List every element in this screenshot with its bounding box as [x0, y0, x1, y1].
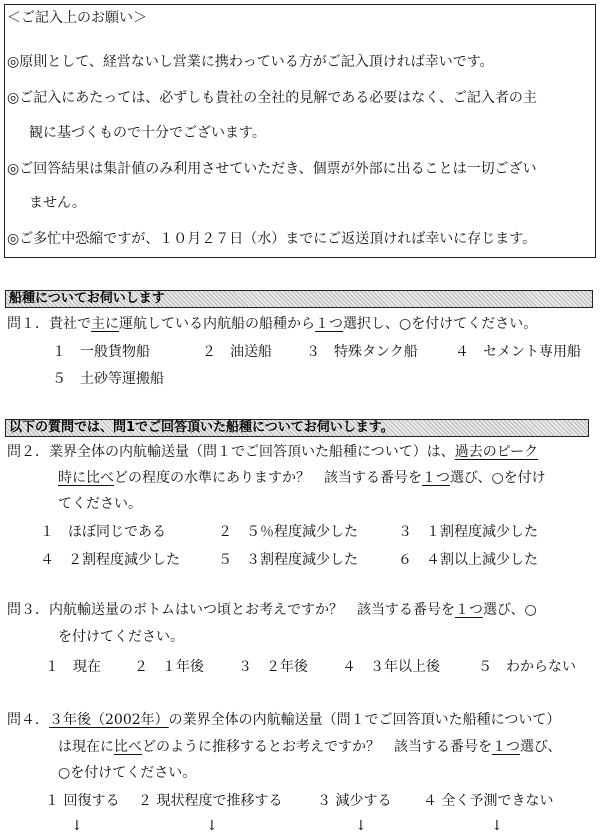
q1-option-4[interactable]: ４ セメント専用船 — [455, 344, 581, 360]
notice-item-3-line2: ません。 — [29, 195, 86, 211]
question-4-line3: ○を付けてください。 — [58, 765, 197, 781]
q4-text: どのように推移するとお考えですか？ 該当する番号を — [142, 739, 492, 755]
question-4-line1 — [7, 711, 560, 729]
q3-option-5[interactable]: ５ わからない — [478, 659, 576, 675]
question-4-line2 — [58, 738, 561, 756]
q4-underline-compared: 比べ — [114, 739, 142, 755]
q2-underline-compared: 時に比べ — [58, 470, 114, 486]
notice-item-2-line2: 観に基づくもので十分でございます。 — [29, 125, 266, 141]
down-arrow-icon: ↓ — [206, 818, 218, 834]
q4-option-3[interactable]: ３ 減少する — [317, 793, 392, 809]
q2-option-6[interactable]: ６ ４割以上減少した — [398, 552, 538, 568]
q1-option-5[interactable]: ５ 土砂等運搬船 — [52, 371, 164, 387]
down-arrow-icon: ↓ — [355, 818, 367, 834]
down-arrow-icon: ↓ — [71, 818, 83, 834]
section-header-q1-ship-type-text: 以下の質問では、問1でご回答頂いた船種についてお伺いします。 — [9, 420, 394, 435]
q2-option-5[interactable]: ５ ３割程度減少した — [218, 552, 358, 568]
question-2-line3: てください。 — [58, 496, 142, 512]
q2-underline-one: １つ — [422, 470, 450, 486]
section-header-q1-ship-type — [5, 419, 589, 437]
q1-text: 運航している内航船の船種から — [119, 316, 315, 332]
q1-option-2[interactable]: ２ 油送船 — [202, 344, 272, 360]
q4-option-4[interactable]: ４ 全く予測できない — [423, 793, 554, 809]
q3-option-2[interactable]: ２ １年後 — [134, 659, 204, 675]
q3-underline-one: １つ — [455, 602, 483, 618]
q3-option-1[interactable]: １ 現在 — [45, 659, 101, 675]
question-number: 問１． — [7, 316, 49, 332]
question-2-line1 — [7, 443, 538, 461]
q4-option-1[interactable]: １ 回復する — [45, 793, 120, 809]
notice-item-1: ◎原則として、経営ないし営業に携わっている方がご記入頂ければ幸いです。 — [7, 54, 494, 70]
question-2-line2 — [58, 469, 546, 487]
q4-text: は現在に — [58, 739, 114, 755]
section-header-ship-type — [5, 290, 593, 308]
q4-underline-3-years-later: ３年後（2002年） — [49, 712, 169, 728]
q2-option-1[interactable]: １ ほぼ同じである — [40, 524, 166, 540]
question-number: 問２． — [7, 444, 49, 460]
q2-text: 業界全体の内航輸送量（問１でご回答頂いた船種について）は、 — [49, 444, 455, 460]
q4-text: 選び、 — [520, 739, 562, 755]
q1-option-3[interactable]: ３ 特殊タンク船 — [306, 344, 418, 360]
q1-underline-mainly: 主に — [91, 316, 119, 332]
notice-title: ＜ご記入上のお願い＞ — [7, 10, 147, 26]
notice-item-3-line1: ◎ご回答結果は集計値のみ利用させていただき、個票が外部に出ることは一切ござい — [7, 161, 537, 177]
question-3-line2: を付けてください。 — [58, 629, 184, 645]
question-number: 問３． — [7, 602, 49, 618]
q4-text: の業界全体の内航輸送量（問１でご回答頂いた船種について） — [168, 712, 561, 728]
question-number: 問４． — [7, 712, 49, 728]
q3-option-3[interactable]: ３ ２年後 — [238, 659, 308, 675]
q4-underline-one: １つ — [492, 739, 520, 755]
q2-text: 選び、○を付け — [450, 470, 546, 486]
notice-item-2-line1: ◎ご記入にあたっては、必ずしも貴社の全社的見解である必要はなく、ご記入者の主 — [7, 90, 537, 106]
section-header-ship-type-text: 船種についてお伺いします — [9, 291, 165, 306]
down-arrow-icon: ↓ — [491, 818, 503, 834]
q3-text: 内航輸送量のボトムはいつ頃とお考えですか？ 該当する番号を — [49, 602, 455, 618]
question-3-line1 — [7, 601, 537, 619]
q1-text: 選択し、○を付けてください。 — [343, 316, 538, 332]
notice-item-4: ◎ご多忙中恐縮ですが、１０月２７日（水）までにご返送頂ければ幸いに存じます。 — [7, 231, 537, 247]
q2-underline-past-peak: 過去のピーク — [454, 444, 539, 460]
q2-option-3[interactable]: ３ １割程度減少した — [398, 524, 538, 540]
question-1 — [7, 315, 537, 333]
q2-text: どの程度の水準にありますか？ 該当する番号を — [114, 470, 422, 486]
q2-option-4[interactable]: ４ ２割程度減少した — [40, 552, 180, 568]
q4-option-2[interactable]: ２ 現状程度で推移する — [138, 793, 283, 809]
q2-option-2[interactable]: ２ ５％程度減少した — [218, 524, 358, 540]
q1-option-1[interactable]: １ 一般貨物船 — [52, 344, 150, 360]
q3-option-4[interactable]: ４ ３年以上後 — [342, 659, 440, 675]
q1-underline-one: １つ — [315, 316, 343, 332]
q3-text: 選び、○ — [483, 602, 537, 618]
q1-text: 貴社で — [49, 316, 91, 332]
